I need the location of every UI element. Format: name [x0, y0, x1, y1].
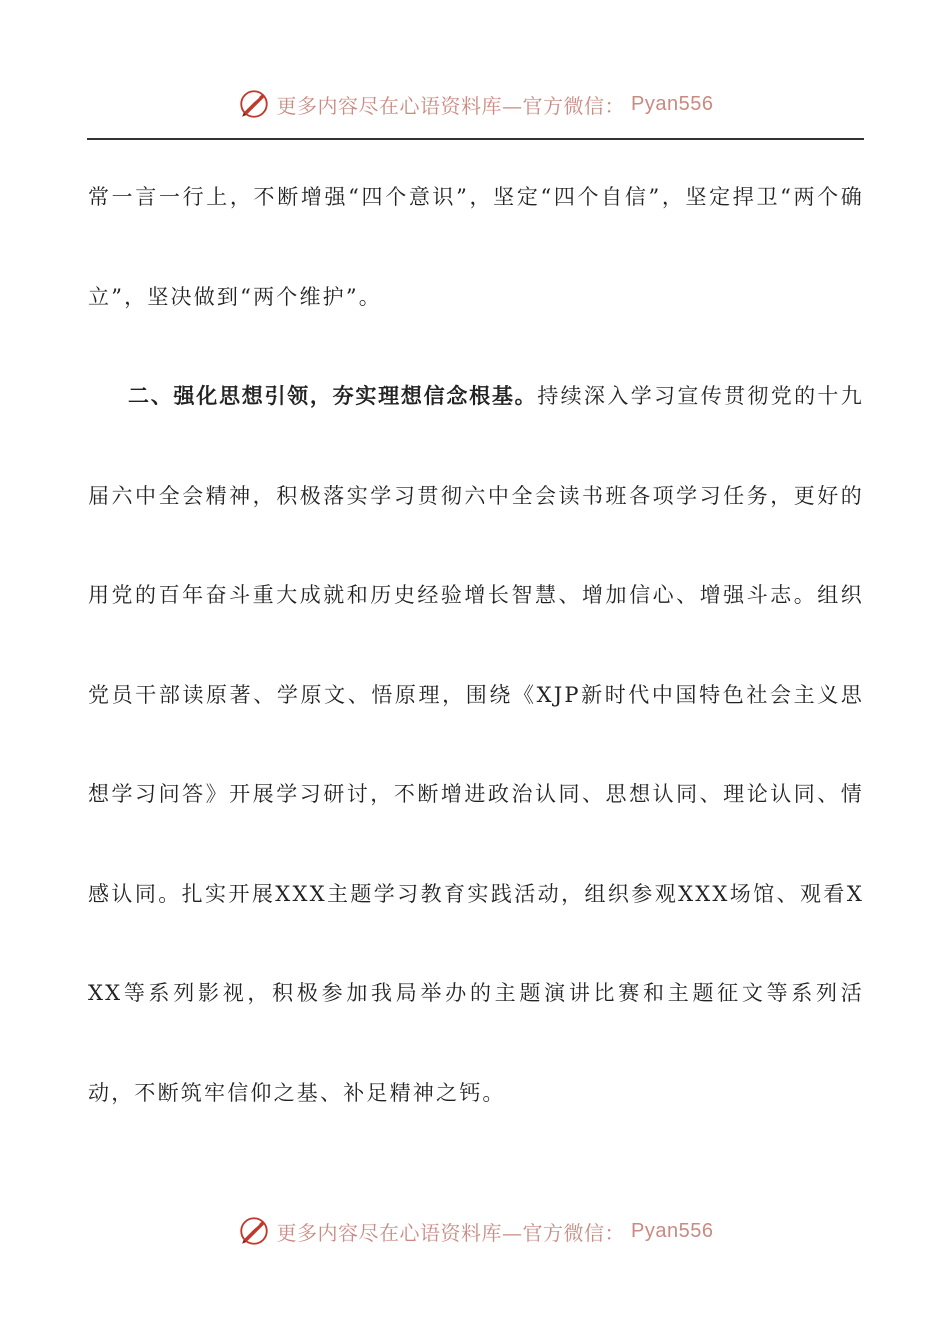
wechat-id: Pyan556	[631, 92, 714, 115]
paragraph-section-two	[88, 347, 864, 1143]
pen-logo-icon	[237, 1214, 271, 1248]
section-two-body: 持续深入学习宣传贯彻党的十九届六中全会精神，积极落实学习贯彻六中全会读书班各项学习任务，更好的用党的百年奋斗重大成就和历史经验增长智慧、增加信心、增强斗志。组织党员干部读原著、学原文、悟原理，围绕《XJP新时代中国特色社会主义思想学习问答》开展学习研讨，不断增进政治认同、思想认同、理论认同、情感认同。扎实开展XXX主题学习教育实践活动，组织参观XXX场馆、观看XXX等系列影视，积极参加我局举办的主题演讲比赛和主题征文等系列活动，不断筑牢信仰之基、补足精神之钙。	[88, 384, 864, 1105]
paragraph-continued: 常一言一行上，不断增强“四个意识”，坚定“四个自信”，坚定捍卫“两个确立”，坚决做到“两个维护”。	[88, 185, 864, 309]
section-two-heading: 二、强化思想引领，夯实理想信念根基。	[128, 384, 538, 408]
banner-text: 更多内容尽在心语资料库—官方微信：	[276, 1220, 626, 1245]
header-banner-content	[237, 87, 714, 121]
banner-text: 更多内容尽在心语资料库—官方微信：	[276, 93, 626, 118]
document-body	[88, 148, 864, 1143]
header-banner	[0, 84, 950, 124]
header-divider	[87, 138, 864, 140]
footer-banner-content	[237, 1214, 714, 1248]
pen-logo-icon	[237, 87, 271, 121]
footer-banner	[0, 1211, 950, 1251]
wechat-id: Pyan556	[631, 1219, 714, 1242]
